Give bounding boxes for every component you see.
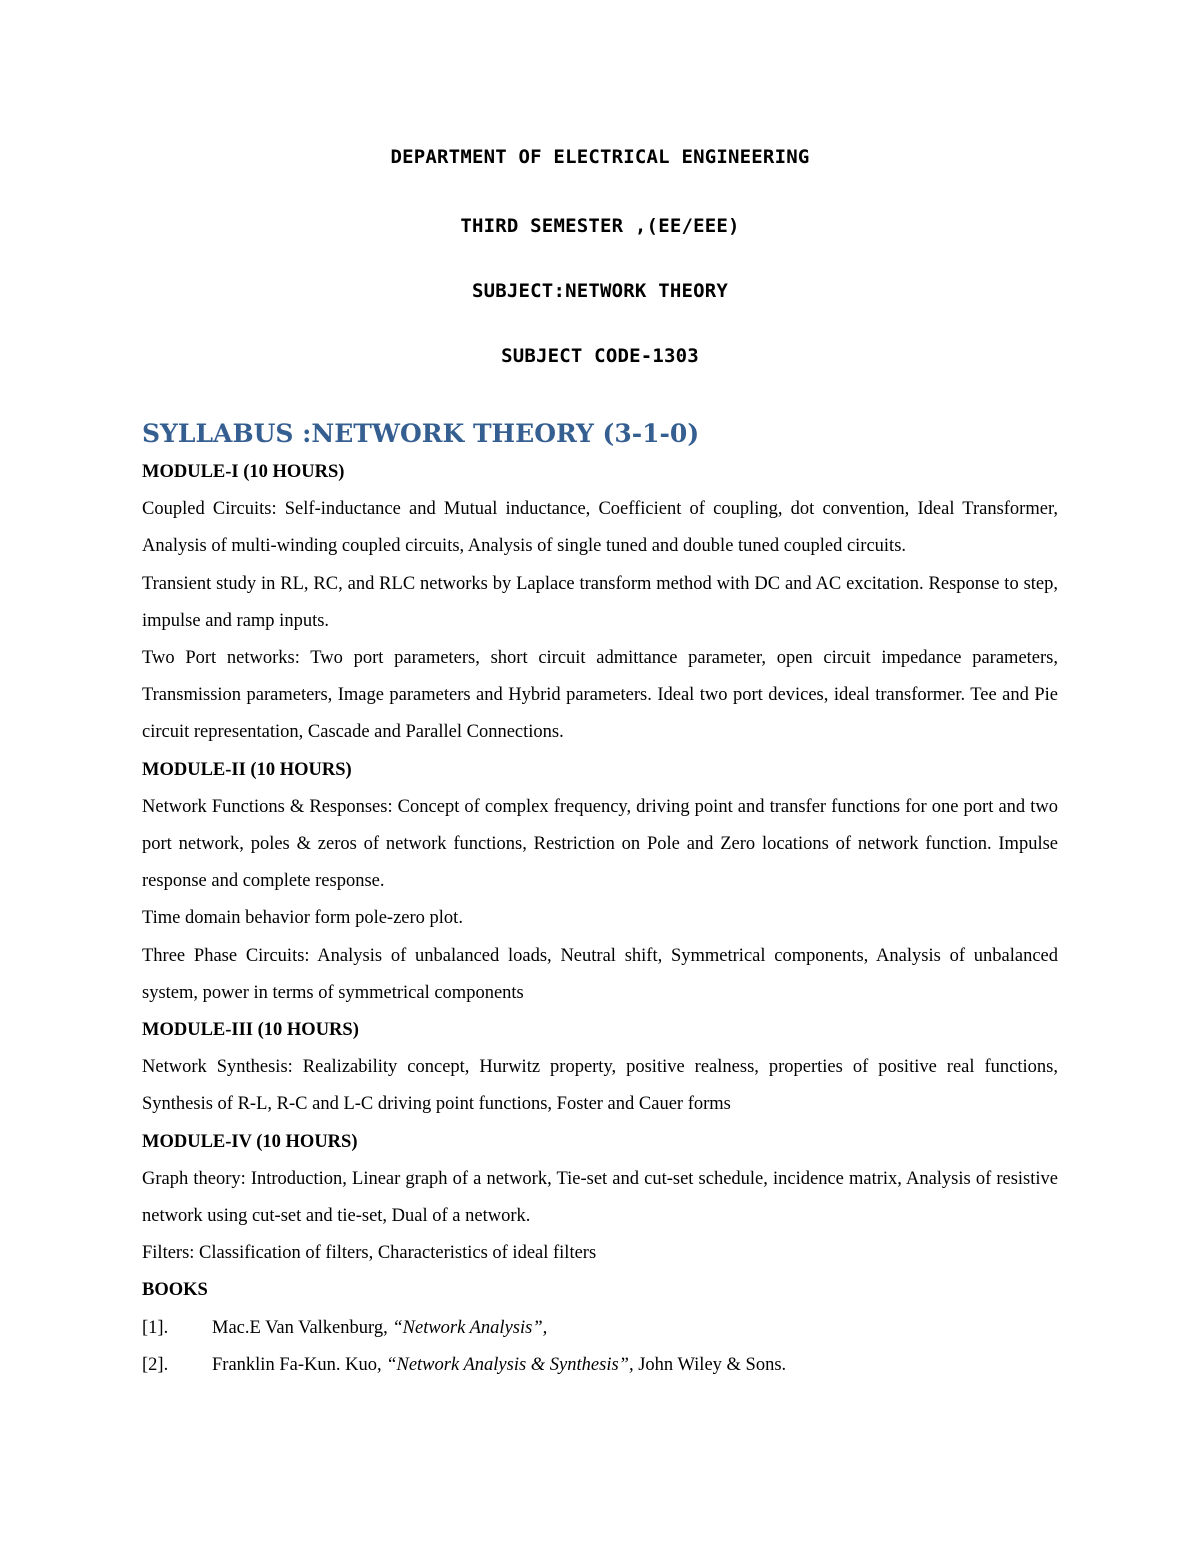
book-author: Franklin Fa-Kun. Kuo, [212,1354,387,1375]
book-number: [1]. [142,1317,169,1338]
department-heading: DEPARTMENT OF ELECTRICAL ENGINEERING [390,146,810,168]
book-author: Mac.E Van Valkenburg, [212,1317,393,1338]
module-heading: MODULE-I (10 HOURS) [142,462,345,482]
syllabus-title: SYLLABUS :NETWORK THEORY (3-1-0) [142,419,700,448]
module-paragraph: Coupled Circuits: Self-inductance and Mutual inductance, Coefficient of coupling, dot convention, Ideal Transformer, Analysis of multi-winding coupled circuits, Analysis of single tuned and double tuned coupled circuits. [142,499,1058,557]
module-paragraph: Filters: Classification of filters, Characteristics of ideal filters [142,1243,597,1264]
module-paragraph: Graph theory: Introduction, Linear graph of a network, Tie-set and cut-set schedule, incidence matrix, Analysis of resistive network using cut-set and tie-set, Dual of a network. [142,1168,1058,1227]
book-publisher: John Wiley & Sons. [633,1354,787,1375]
book-title: “Network Analysis & Synthesis”, [386,1354,634,1375]
module-heading: MODULE-III (10 HOURS) [142,1020,359,1041]
module-paragraph: Network Synthesis: Realizability concept, Hurwitz property, positive realness, properties of positive real functions, Synthesis of R-L, R-C and L-C driving point functions, Foster and Cauer forms [142,1057,1058,1115]
module-heading: MODULE-IV (10 HOURS) [142,1131,358,1152]
module-paragraph: Three Phase Circuits: Analysis of unbalanced loads, Neutral shift, Symmetrical components, Analysis of unbalanced system, power in terms of symmetrical components [142,945,1058,1003]
book-entry [212,1347,786,1384]
subject-code-heading: SUBJECT CODE-1303 [501,345,699,367]
syllabus-body [142,454,1058,1384]
book-item [142,1347,1058,1384]
semester-heading: THIRD SEMESTER ,(EE/EEE) [460,215,740,237]
book-item [142,1310,1058,1347]
module-paragraph: Network Functions & Responses: Concept of complex frequency, driving point and transfer functions for one port and two port network, poles & zeros of network functions, Restriction on Pole and Zero locations of network function. Impulse response and complete response. [142,796,1058,892]
books-heading: BOOKS [142,1280,208,1301]
book-number: [2]. [142,1354,169,1375]
module-paragraph: Transient study in RL, RC, and RLC networks by Laplace transform method with DC and AC excitation. Response to step, impulse and ramp inputs. [142,573,1058,631]
book-title: “Network Analysis”, [392,1317,548,1338]
subject-heading: SUBJECT:NETWORK THEORY [471,280,729,302]
module-heading: MODULE-II (10 HOURS) [142,759,352,780]
book-entry [212,1310,547,1347]
module-paragraph: Time domain behavior form pole-zero plot. [142,908,463,929]
module-paragraph: Two Port networks: Two port parameters, short circuit admittance parameter, open circuit impedance parameters, Transmission parameters, Image parameters and Hybrid parameters. Ideal two port devices, ideal transformer. Tee and Pie circuit representation, Cascade and Parallel Connections. [142,648,1058,743]
